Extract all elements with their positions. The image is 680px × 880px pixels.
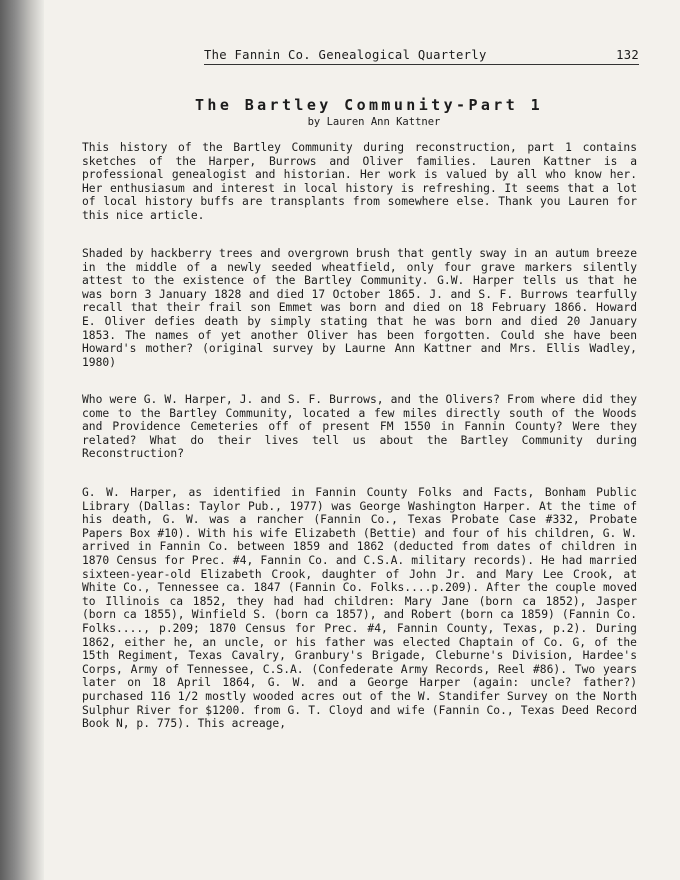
article-byline: by Lauren Ann Kattner: [307, 116, 441, 128]
header-rule: [204, 64, 639, 65]
body-paragraph: Who were G. W. Harper, J. and S. F. Burrows, and the Olivers? From where did they come to the Bartley Community, located a few miles directly south of the Woods and Providence Cemeteries off of present FM 1550 in Fannin County? Were they related? What do their lives tell us about the Bartley Community during Reconstruction?: [82, 393, 637, 461]
body-paragraph: Shaded by hackberry trees and overgrown brush that gently sway in an autum breeze in the middle of a newly seeded wheatfield, only four grave markers silently attest to the existence of the Bartley Community. G.W. Harper tells us that he was born 3 January 1828 and died 17 October 1865. J. and S. F. Burrows tearfully recall that their frail son Emmet was born and died on 18 February 1866. Howard E. Oliver defies death by simply stating that he was born and died 20 January 1853. The names of yet another Oliver has been forgotten. Could she have been Howard's mother? (original survey by Laurne Ann Kattner and Mrs. Ellis Wadley, 1980): [82, 247, 637, 369]
article-title: The Bartley Community-Part 1: [194, 96, 544, 114]
book-binding-shadow: [0, 0, 44, 880]
page-number: 132: [616, 48, 639, 62]
document-page: [44, 0, 680, 880]
body-paragraph: G. W. Harper, as identified in Fannin County Folks and Facts, Bonham Public Library (Dallas: Taylor Pub., 1977) was George Washington Harper. At the time of his death, G. W. was a rancher (Fannin Co., Texas Probate Case #332, Probate Papers Box #10). With his wife Elizabeth (Bettie) and four of his children, G. W. arrived in Fannin Co. between 1859 and 1862 (deducted from dates of children in 1870 Census for Prec. #4, Fannin Co. and C.S.A. military records). He had married sixteen-year-old Elizabeth Crook, daughter of John Jr. and Mary Lee Crook, at White Co., Tennessee ca. 1847 (Fannin Co. Folks....p.209). After the couple moved to Illinois ca 1852, they had had children: Mary Jane (born ca 1852), Jasper (born ca 1855), Winfield S. (born ca 1857), and Robert (born ca 1859) (Fannin Co. Folks...., p.209; 1870 Census for Prec. #4, Fannin County, Texas, p.2). During 1862, either he, an uncle, or his father was elected Chaptain of Co. G, of the 15th Regiment, Texas Cavalry, Granbury's Brigade, Cleburne's Division, Hardee's Corps, Army of Tennessee, C.S.A. (Confederate Army Records, Reel #86). Two years later on 18 April 1864, G. W. and a George Harper (again: uncle? father?) purchased 116 1/2 mostly wooded acres out of the W. Standifer Survey on the North Sulphur River for $1200. from G. T. Cloyd and wife (Fannin Co., Texas Deed Record Book N, p. 775). This acreage,: [82, 486, 637, 731]
publication-title: The Fannin Co. Genealogical Quarterly: [204, 48, 487, 62]
intro-paragraph: This history of the Bartley Community during reconstruction, part 1 contains sketches of the Harper, Burrows and Oliver families. Lauren Kattner is a professional genealogist and historian. Her work is valued by all who know her. Her enthusiasum and interest in local history is refreshing. It seems that a lot of local history buffs are transplants from somewhere else. Thank you Lauren for this nice article.: [82, 141, 637, 222]
